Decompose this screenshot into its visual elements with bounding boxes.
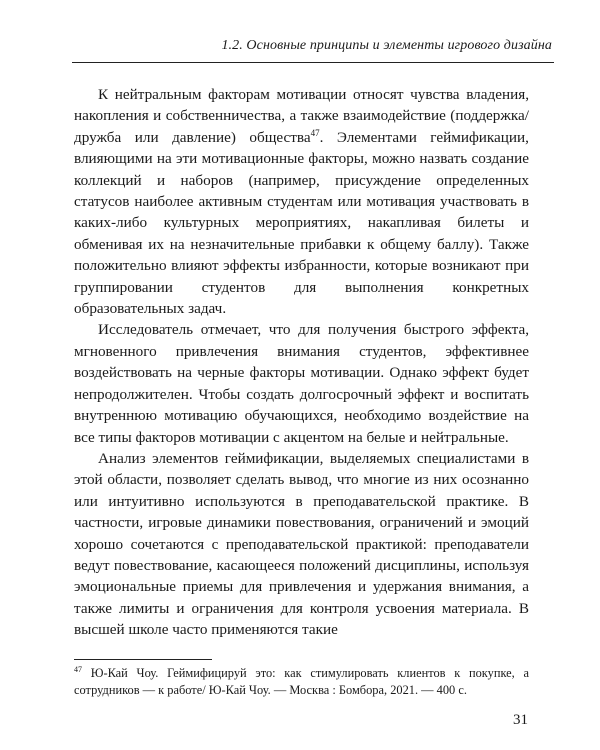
footnote-divider xyxy=(74,659,212,660)
paragraph-1-text-start: К нейтральным факторам мотивации относят чувства владения, накопления и собственничества, а также взаимодействие (поддержка/дружба или давление) общества xyxy=(74,86,529,146)
paragraph-1-text-end: . Элементами геймификации, влияющими на эти мотивационные факторы, можно назвать создание коллекций и наборов (например, присуждение определенных статусов наиболее активным студентам или мотивация участвовать в каких-либо культурных мероприятиях, накапливая билеты и обменивая их на незначительные прибавки к общему баллу). Также положительно влияют эффекты избранности, которые возникают при группировании студентов для выполнения конкретных образовательных задач. xyxy=(74,128,529,318)
page-number: 31 xyxy=(513,712,528,728)
paragraph-2: Исследователь отмечает, что для получения быстрого эффекта, мгновенного привлечения внимания студентов, эффективнее воздействовать на черные факторы мотивации. Однако эффект будет непродолжителен. Чтобы создать долгосрочный эффект и воспитать внутреннюю мотивацию обучающихся, необходимо воздействие на все типы факторов мотивации с акцентом на белые и нейтральные. xyxy=(74,321,529,446)
body-text xyxy=(74,84,529,641)
footnote xyxy=(74,665,529,699)
paragraph-1 xyxy=(74,84,529,319)
footnote-reference[interactable]: 47 xyxy=(310,127,320,138)
paragraph-3: Анализ элементов геймификации, выделяемых специалистами в этой области, позволяет сделать вывод, что многие из них осознанно или интуитивно используются в преподавательской практике. В частности, игровые динамики повествования, ограничений и эмоций хорошо сочетаются с преподавательской практикой: преподаватели ведут повествование, касающееся положений дисциплины, используя эмоциональные приемы для привлечения и удержания внимания, а также лимиты и ограничения для контроля усвоения материала. В высшей школе часто применяются такие xyxy=(74,449,529,639)
footnote-number: 47 xyxy=(74,664,82,674)
footnote-text: Ю-Кай Чоу. Геймифицируй это: как стимулировать клиентов к покупке, а сотрудников — к работе/ Ю-Кай Чоу. — Москва : Бомбора, 2021. — 400 с. xyxy=(74,666,529,697)
header-divider xyxy=(72,62,554,63)
running-header: 1.2. Основные принципы и элементы игрового дизайна xyxy=(221,38,552,53)
